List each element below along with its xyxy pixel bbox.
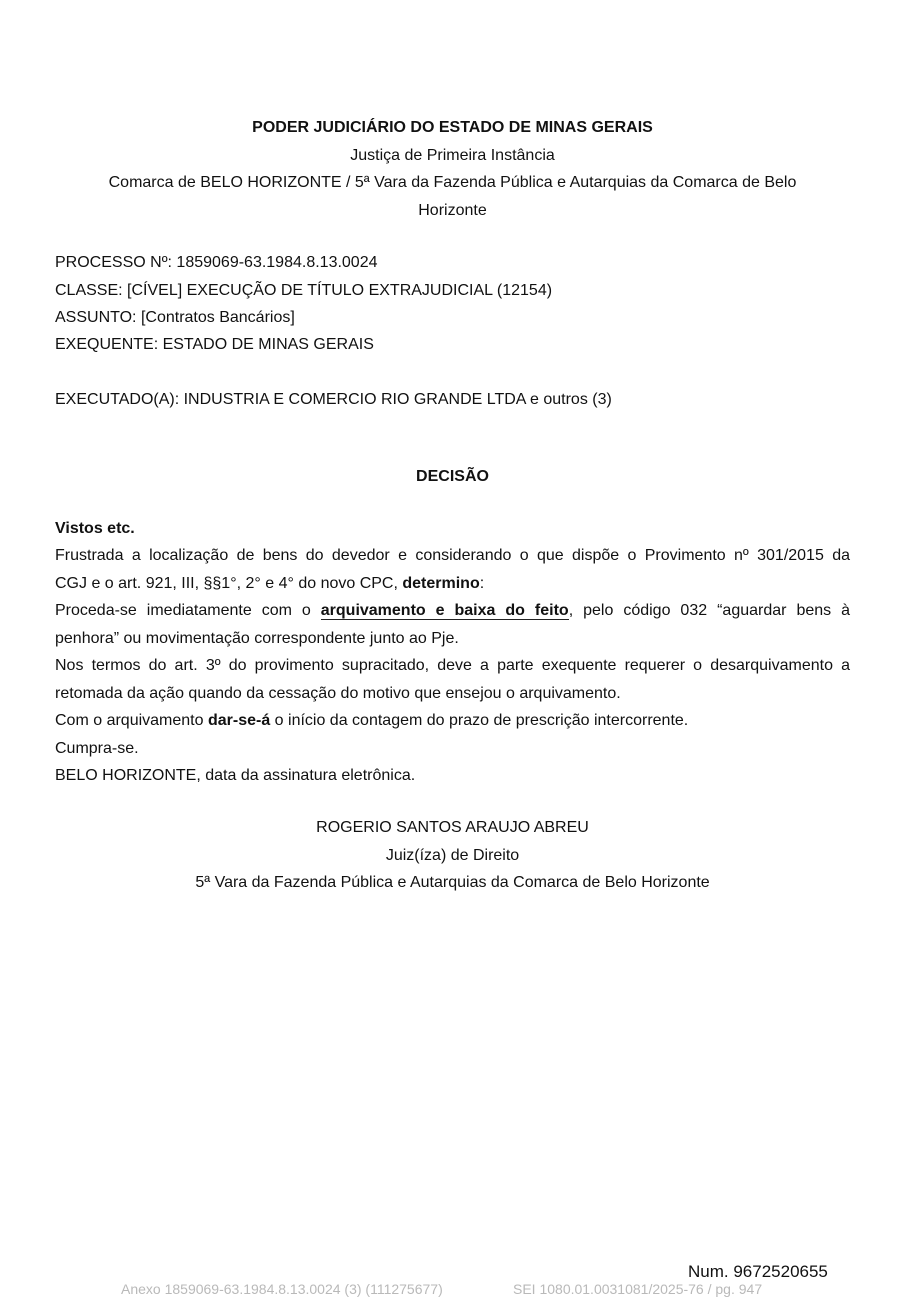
paragraph-2-line2: penhora” ou movimentação correspondente junto ao Pje. xyxy=(55,630,459,647)
paragraph-4 xyxy=(55,712,688,730)
process-debtor: EXECUTADO(A): INDUSTRIA E COMERCIO RIO GRANDE LTDA e outros (3) xyxy=(55,391,612,408)
footer-sei: SEI 1080.01.0031081/2025-76 / pg. 947 xyxy=(513,1281,763,1297)
paragraph-2-underlined: arquivamento e baixa do feito xyxy=(320,602,569,619)
decision-vistos: Vistos etc. xyxy=(55,520,135,537)
decision-title: DECISÃO xyxy=(416,468,489,485)
paragraph-4-text-end: o início da contagem do prazo de prescrição intercorrente. xyxy=(270,712,689,729)
header-comarca-line2: Horizonte xyxy=(418,202,487,219)
paragraph-1-line2 xyxy=(55,575,484,593)
signature-role: Juiz(íza) de Direito xyxy=(385,847,520,864)
paragraph-1-bold: determino xyxy=(402,575,480,592)
cumpra-se: Cumpra-se. xyxy=(55,740,139,757)
paragraph-2-text-end: , pelo código 032 “aguardar bens à xyxy=(568,602,851,619)
header-comarca-line1: Comarca de BELO HORIZONTE / 5ª Vara da Fazenda Pública e Autarquias da Comarca de Belo xyxy=(108,174,797,191)
paragraph-4-bold: dar-se-á xyxy=(207,712,271,729)
footer-annex: Anexo 1859069-63.1984.8.13.0024 (3) (111275677) xyxy=(121,1281,443,1297)
process-number: PROCESSO Nº: 1859069-63.1984.8.13.0024 xyxy=(55,254,378,271)
process-subject: ASSUNTO: [Contratos Bancários] xyxy=(55,309,295,326)
paragraph-3-line1: Nos termos do art. 3º do provimento supracitado, deve a parte exequente requerer o desarquivamento a xyxy=(55,657,850,674)
header-instance: Justiça de Primeira Instância xyxy=(350,147,555,164)
signature-vara: 5ª Vara da Fazenda Pública e Autarquias da Comarca de Belo Horizonte xyxy=(195,874,710,891)
header-court: PODER JUDICIÁRIO DO ESTADO DE MINAS GERAIS xyxy=(252,119,653,136)
paragraph-1-text: CGJ e o art. 921, III, §§1°, 2° e 4° do novo CPC, xyxy=(55,575,403,592)
paragraph-2-text: Proceda-se imediatamente com o xyxy=(55,602,321,619)
paragraph-1-line1: Frustrada a localização de bens do devedor e considerando o que dispõe o Provimento nº 301/2015 da xyxy=(55,547,850,564)
place-date: BELO HORIZONTE, data da assinatura eletrônica. xyxy=(55,767,416,784)
paragraph-3-line2: retomada da ação quando da cessação do motivo que ensejou o arquivamento. xyxy=(55,685,621,702)
footer-document-number: Num. 9672520655 xyxy=(688,1262,828,1281)
process-creditor: EXEQUENTE: ESTADO DE MINAS GERAIS xyxy=(55,336,374,353)
paragraph-4-text: Com o arquivamento xyxy=(55,712,208,729)
paragraph-1-colon: : xyxy=(479,575,485,592)
paragraph-2-line1 xyxy=(55,602,850,620)
process-class: CLASSE: [CÍVEL] EXECUÇÃO DE TÍTULO EXTRAJUDICIAL (12154) xyxy=(55,282,553,299)
signature-name: ROGERIO SANTOS ARAUJO ABREU xyxy=(316,819,589,836)
